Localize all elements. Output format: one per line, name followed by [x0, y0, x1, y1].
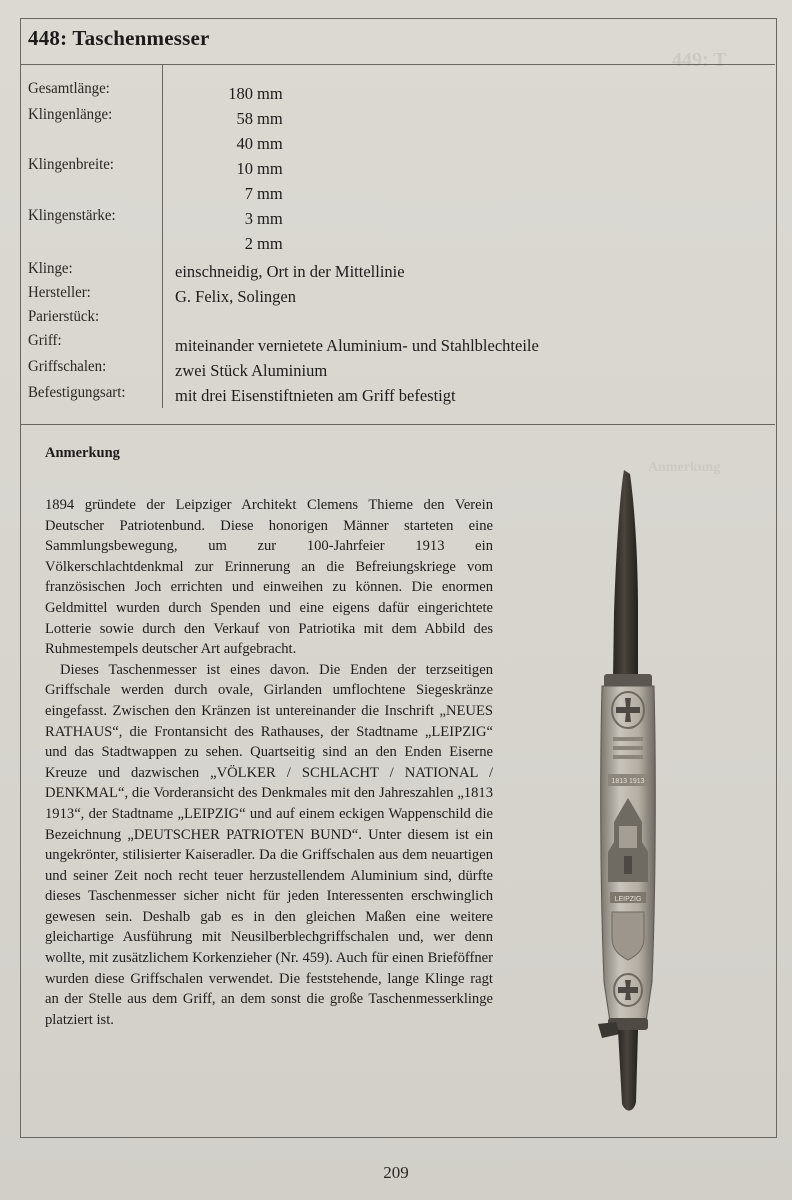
spec-value-klinge: einschneidig, Ort in der Mittellinie — [175, 262, 405, 281]
spec-column-divider — [162, 64, 163, 408]
knife-blade — [613, 470, 638, 680]
show-through-heading: Anmerkung — [648, 460, 721, 475]
spec-value-hersteller: G. Felix, Solingen — [175, 287, 297, 306]
knife-photo — [580, 462, 680, 1122]
page-number: 209 — [383, 1163, 409, 1182]
page-title: 448: Taschenmesser — [28, 26, 210, 50]
annotation-heading: Anmerkung — [45, 445, 120, 461]
title-row — [20, 18, 775, 65]
annotation-body — [45, 495, 493, 1030]
spec-label-hersteller: Hersteller: — [28, 284, 91, 301]
spec-value-klingenstaerke-2: 2 mm — [244, 234, 283, 253]
annotation-paragraph: 1894 gründete der Leipziger Architekt Clemens Thieme den Verein Deutscher Patriotenbund. Diese honorigen Männer starteten eine Sammlungsbewegung, um zur 100-Jahrfeier 1913 ein Völkerschlachtdenkmal zur Erinnerung an die Befreiungskriege vom französischen Joch errichten und einweihen zu können. Die enormen Geldmittel wurden durch Spenden und eine eigens dafür eingerichtete Lotterie sowie durch den Verkauf von Patriotika mit dem Abbild des Ruhmestempels deutscher Art aufgebracht. — [45, 497, 493, 658]
spec-label-klinge: Klinge: — [28, 260, 73, 277]
knife-city: LEIPZIG — [614, 896, 642, 903]
spec-label-parierstueck: Parierstück: — [28, 308, 100, 325]
spec-label-klingenbreite: Klingenbreite: — [28, 156, 114, 173]
show-through-title: 449: T — [672, 49, 727, 71]
spec-label-gesamtlaenge: Gesamtlänge: — [28, 80, 110, 97]
spec-value-klingenbreite-2: 7 mm — [244, 184, 283, 203]
knife-years: 1813 1913 — [611, 778, 645, 785]
spec-label-befestigungsart: Befestigungsart: — [28, 384, 126, 401]
spec-label-klingenstaerke: Klingenstärke: — [28, 207, 116, 224]
spec-value-gesamtlaenge: 180 mm — [228, 84, 283, 103]
spec-label-griff: Griff: — [28, 332, 62, 349]
spec-value-klingenlaenge-1: 58 mm — [236, 109, 283, 128]
spec-value-griffschalen: zwei Stück Aluminium — [175, 361, 328, 380]
annotation-paragraph: Dieses Taschenmesser ist eines davon. Die Enden der terzseitigen Griffschale werden durch ovale, Girlanden umflochtene Siegeskränze eingefasst. Zwischen den Kränzen ist untereinander die Inschrift „NEUES RATHAUS“, die Frontansicht des Rathauses, der Stadtname „LEIPZIG“ und das Stadtwappen zu sehen. Quartseitig sind an den Enden Eiserne Kreuze und dazwischen „VÖLKER / SCHLACHT / NATIONAL / DENKMAL“, die Vorderansicht des Denkmales mit den Jahreszahlen „1813 1913“, der Stadtname „LEIPZIG“ und auf einem eckigen Wappenschild die Bezeichnung „DEUTSCHER PATRIOTEN BUND“. Unter diesem ist ein ungekrönter, stilisierter Kaiseradler. Da die Griffschalen aus dem neuartigen und seiner Zeit noch recht teuer herzustellendem Aluminium sind, dürfte dieses Taschenmesser sicher nicht für jeden Interessenten erschwinglich gewesen sein. Deshalb gab es in den gleichen Maßen eine weitere gleichartige Ausführung mit Neusilberblechgriffschalen und, wer denn wollte, mit zusätzlichem Korkenzieher (Nr. 459). Auch für einen Brieföffner wurden diese Griffschalen verwendet. Die feststehende, lange Klinge ragt an der Stelle aus dem Griff, an dem sonst die große Taschenmesserklinge platziert ist. — [45, 661, 493, 1028]
spec-value-klingenlaenge-2: 40 mm — [236, 134, 283, 153]
spec-label-griffschalen: Griffschalen: — [28, 358, 107, 375]
spec-table — [20, 64, 775, 425]
spec-value-befestigungsart: mit drei Eisenstiftnieten am Griff befestigt — [175, 386, 456, 405]
spec-label-klingenlaenge: Klingenlänge: — [28, 106, 113, 123]
spec-value-griff: miteinander vernietete Aluminium- und Stahlblechteile — [175, 336, 539, 355]
knife-tang — [618, 1030, 638, 1111]
spec-value-klingenbreite-1: 10 mm — [236, 159, 283, 178]
knife-small-blade — [598, 1022, 620, 1038]
spec-value-klingenstaerke-1: 3 mm — [244, 209, 283, 228]
